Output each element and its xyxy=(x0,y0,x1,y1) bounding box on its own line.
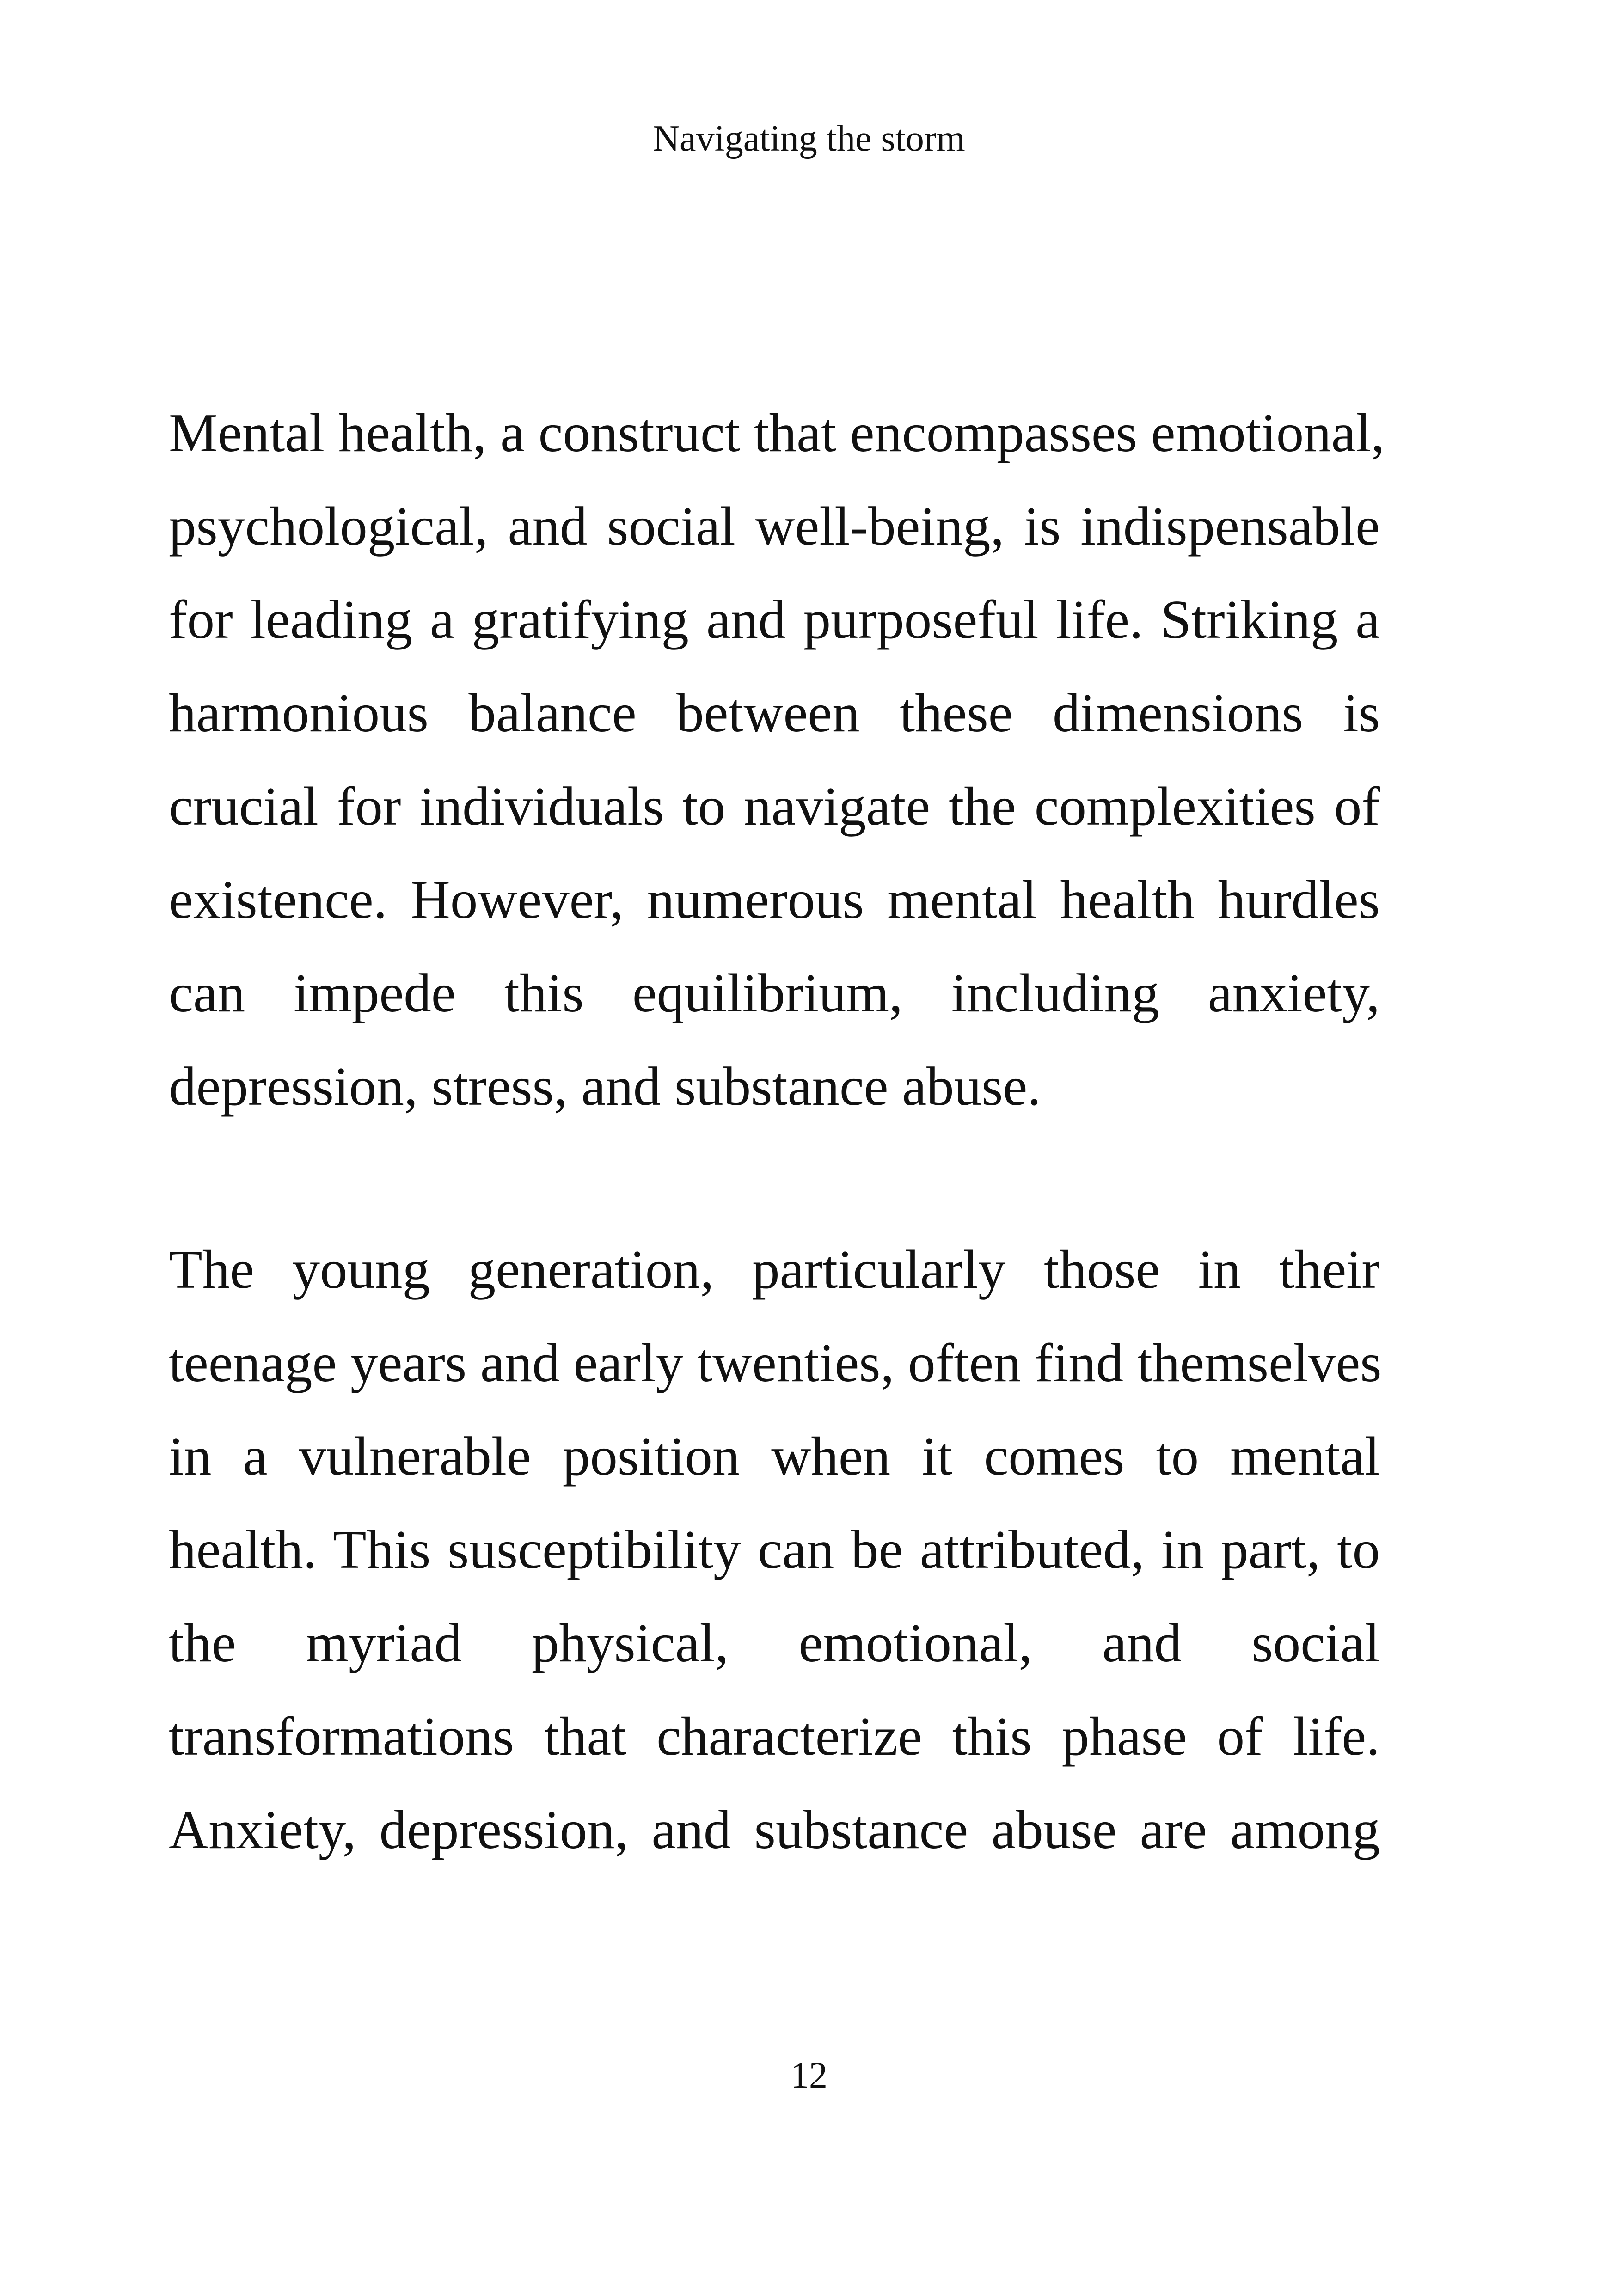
paragraph-line: The young generation, particularly those in their xyxy=(169,1239,1380,1300)
paragraph-line: depression, stress, and substance abuse. xyxy=(169,1056,1042,1117)
paragraph-line: teenage years and early twenties, often find themselves xyxy=(169,1332,1382,1393)
paragraph-line: existence. However, numerous mental health hurdles xyxy=(169,869,1380,930)
paragraph-line: Anxiety, depression, and substance abuse are among xyxy=(169,1799,1380,1860)
paragraph-line: the myriad physical, emotional, and social xyxy=(169,1612,1380,1673)
paragraph-line: crucial for individuals to navigate the complexities of xyxy=(169,776,1380,837)
paragraph-line: health. This susceptibility can be attributed, in part, to xyxy=(169,1519,1380,1580)
page-number: 12 xyxy=(791,2055,827,2096)
paragraph-line: transformations that characterize this phase of life. xyxy=(169,1706,1380,1767)
paragraph-2 xyxy=(169,1223,1380,1876)
paragraph-line: in a vulnerable position when it comes to mental xyxy=(169,1426,1380,1487)
paragraph-1 xyxy=(169,386,1385,1133)
running-header: Navigating the storm xyxy=(653,118,965,159)
paragraph-line: for leading a gratifying and purposeful life. Striking a xyxy=(169,589,1380,650)
paragraph-line: harmonious balance between these dimensions is xyxy=(169,682,1380,743)
paragraph-line: can impede this equilibrium, including anxiety, xyxy=(169,962,1380,1023)
paragraph-line: psychological, and social well-being, is indispensable xyxy=(169,496,1380,557)
paragraph-line: Mental health, a construct that encompasses emotional, xyxy=(169,402,1385,463)
